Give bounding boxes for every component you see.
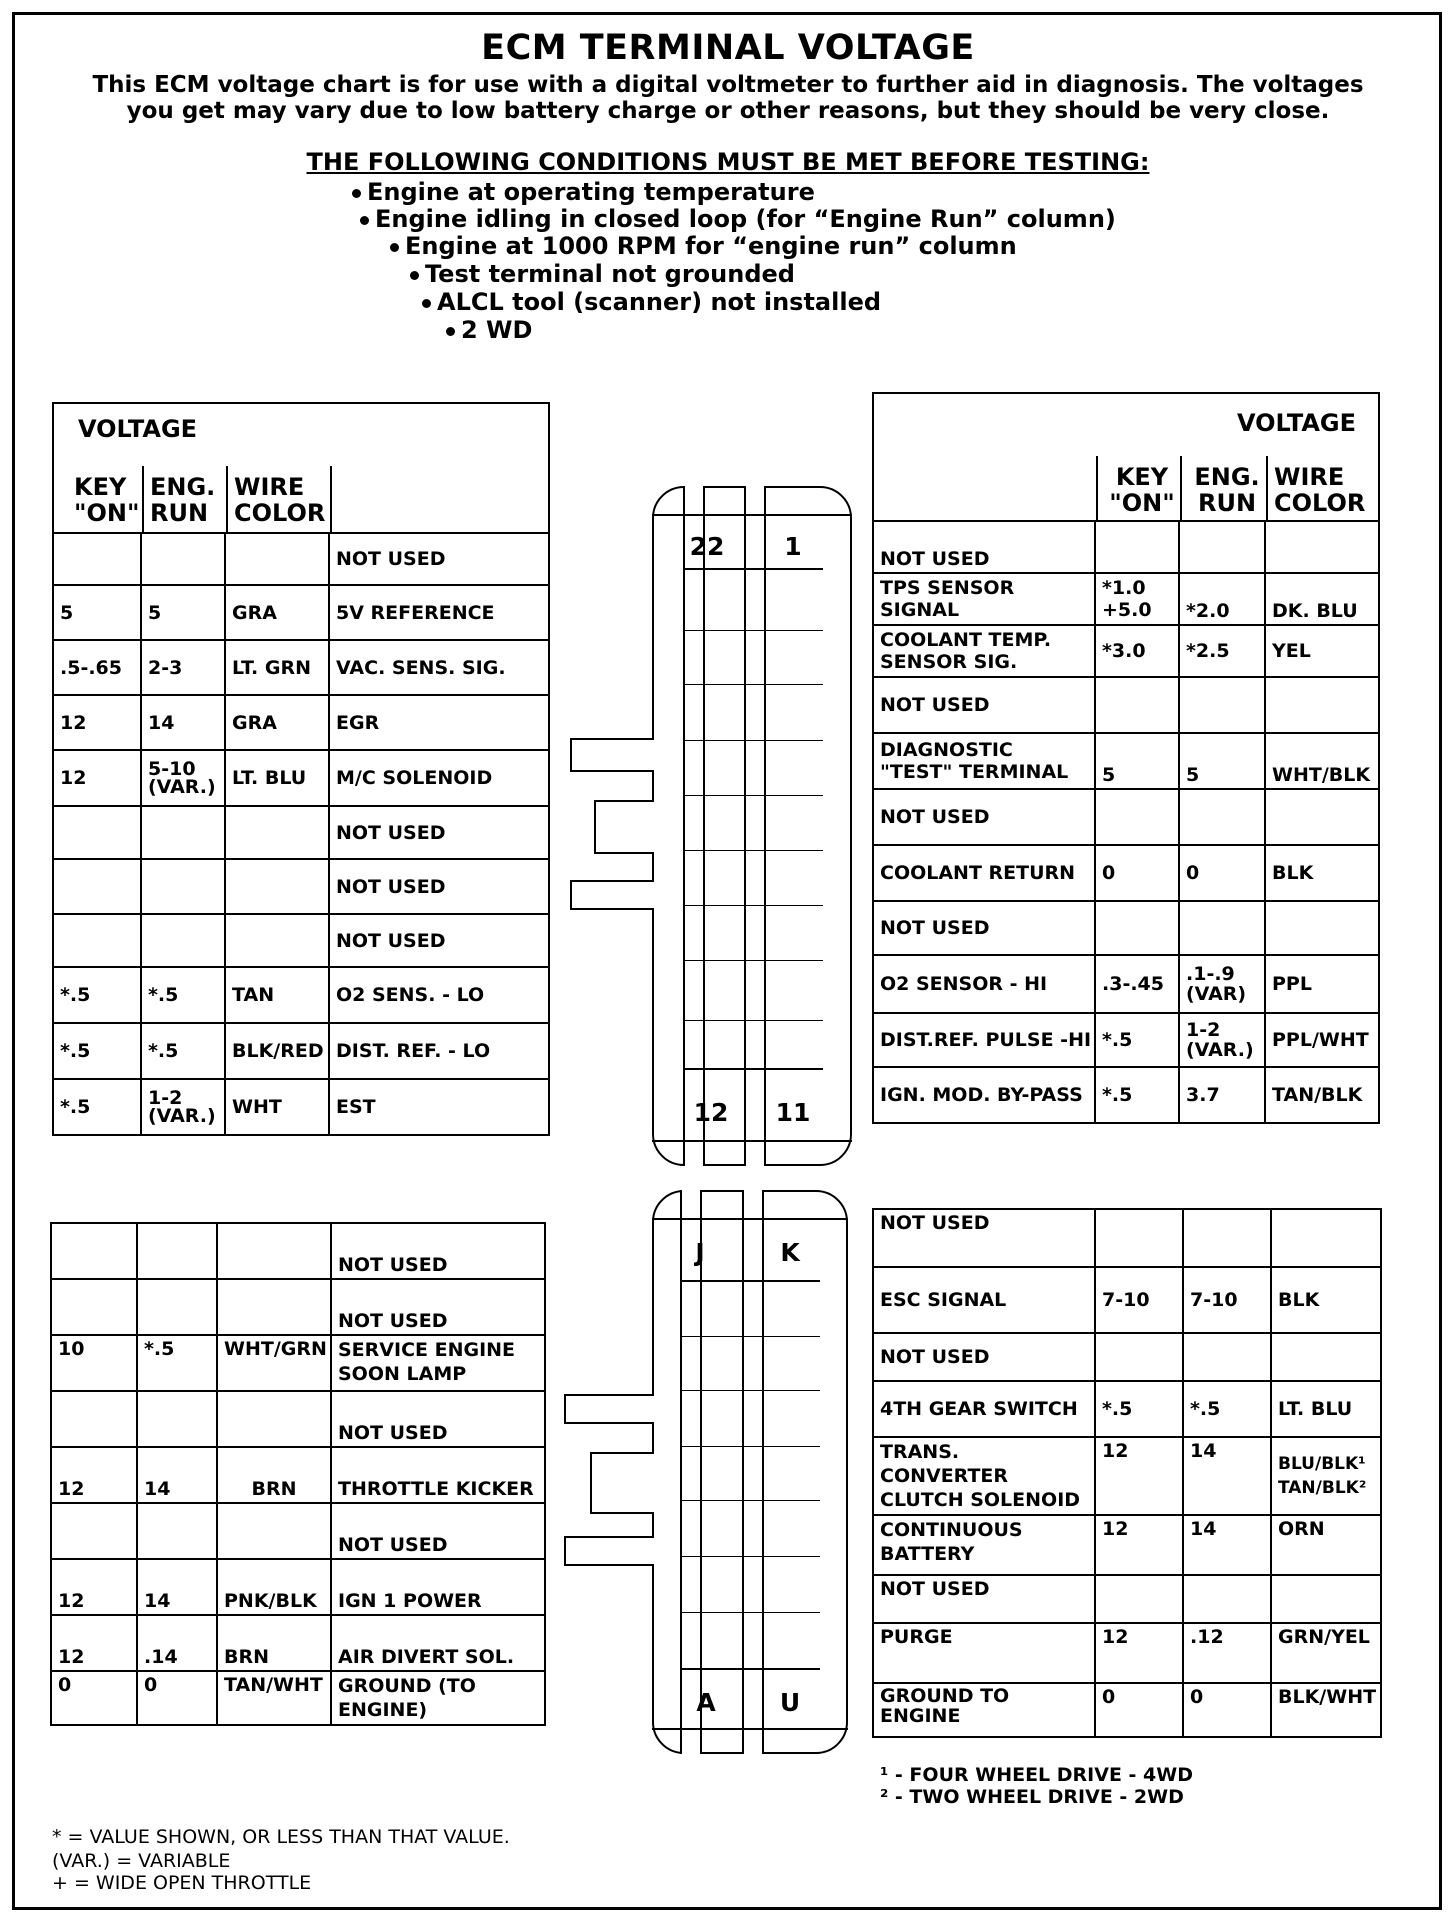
- table-row: [873, 1067, 1379, 1123]
- table-cell: 1-2 (VAR.): [141, 1079, 225, 1135]
- table-cell: *2.5: [1179, 625, 1265, 677]
- table-cell: [53, 806, 141, 859]
- table-cell: GRN/YEL: [1271, 1623, 1381, 1683]
- table-cell: [873, 393, 1379, 521]
- table-cell: 14: [137, 1447, 217, 1503]
- page-title: ECM TERMINAL VOLTAGE: [481, 28, 975, 68]
- table-cell: NOT USED: [873, 677, 1095, 733]
- table-cell: M/C SOLENOID: [329, 750, 549, 806]
- col-eng-run: ENG. RUN: [150, 473, 216, 527]
- table-cell: WHT/BLK: [1265, 733, 1379, 789]
- table-cell: 2-3: [141, 640, 225, 695]
- table-cell: [217, 1503, 331, 1559]
- table-cell: 12: [53, 695, 141, 750]
- connector-key-tab: [570, 880, 654, 910]
- table-row: [53, 967, 549, 1023]
- table-cell: [225, 859, 329, 914]
- connector-key-tab: [564, 1536, 654, 1566]
- table-cell: [141, 859, 225, 914]
- table-cell: 7-10: [1183, 1267, 1271, 1333]
- table-cell: O2 SENSOR - HI: [873, 955, 1095, 1013]
- table-cell: 0: [51, 1671, 137, 1725]
- drive-note-2wd: ² - TWO WHEEL DRIVE - 2WD: [880, 1786, 1184, 1808]
- col-wire-color: WIRE COLOR: [1274, 463, 1366, 517]
- table-cell: [1265, 901, 1379, 955]
- table-cell: [1095, 677, 1179, 733]
- table-cell: [141, 914, 225, 967]
- table-row: [873, 901, 1379, 955]
- table-cell: .5-.65: [53, 640, 141, 695]
- table-row: [51, 1223, 545, 1279]
- table-cell: NOT USED: [873, 901, 1095, 955]
- voltage-label: VOLTAGE: [78, 415, 198, 443]
- table-cell: BLK: [1271, 1267, 1381, 1333]
- table-cell: DIST. REF. - LO: [329, 1023, 549, 1079]
- table-cell: BLK/RED: [225, 1023, 329, 1079]
- table-cell: 3.7: [1179, 1067, 1265, 1123]
- table-cell: NOT USED: [329, 533, 549, 585]
- table-row: [51, 1615, 545, 1671]
- table-cell: CONTINUOUS BATTERY: [873, 1515, 1095, 1575]
- table-cell: NOT USED: [873, 1209, 1095, 1267]
- table-row: [53, 859, 549, 914]
- table-cell: .1-.9 (VAR): [1179, 955, 1265, 1013]
- table-cell: NOT USED: [331, 1391, 545, 1447]
- table-cell: NOT USED: [873, 1575, 1095, 1623]
- table-cell: *3.0: [1095, 625, 1179, 677]
- table-cell: LT. GRN: [225, 640, 329, 695]
- voltage-label: VOLTAGE: [1236, 409, 1356, 437]
- table-cell: 12: [1095, 1437, 1183, 1515]
- table-row: [873, 1437, 1381, 1515]
- table-cell: *.5: [141, 967, 225, 1023]
- table-cell: [1265, 677, 1379, 733]
- pin-label: K: [780, 1238, 800, 1267]
- table-cell: NOT USED: [329, 806, 549, 859]
- condition-item: ALCL tool (scanner) not installed: [422, 288, 881, 316]
- bullet-icon: [390, 243, 399, 252]
- table-cell: [1265, 521, 1379, 573]
- table-cell: 1-2 (VAR.): [1179, 1013, 1265, 1067]
- table-row: [873, 733, 1379, 789]
- table-cell: *2.0: [1179, 573, 1265, 625]
- table-cell: BLU/BLK¹ TAN/BLK²: [1271, 1437, 1381, 1515]
- table-cell: [1179, 521, 1265, 573]
- table-row: [873, 1623, 1381, 1683]
- table-cell: [1265, 789, 1379, 845]
- table-cell: *.5: [137, 1335, 217, 1391]
- pin-label: A: [696, 1688, 716, 1717]
- connector-key-tab: [594, 800, 654, 854]
- table-cell: [225, 533, 329, 585]
- table-cell: [1095, 1209, 1183, 1267]
- table-cell: BRN: [217, 1447, 331, 1503]
- table-cell: [51, 1223, 137, 1279]
- table-row: [53, 695, 549, 750]
- table-row: [53, 533, 549, 585]
- table-cell: .3-.45: [1095, 955, 1179, 1013]
- table-cell: [141, 533, 225, 585]
- table-cell: NOT USED: [329, 859, 549, 914]
- connector-key-tab: [564, 1394, 654, 1424]
- table-cell: *.5: [1095, 1067, 1179, 1123]
- right-bottom-table: [872, 1208, 1382, 1738]
- table-row: [51, 1559, 545, 1615]
- table-cell: NOT USED: [331, 1279, 545, 1335]
- table-cell: [1095, 1333, 1183, 1381]
- table-cell: *.5: [141, 1023, 225, 1079]
- table-cell: TAN: [225, 967, 329, 1023]
- table-cell: THROTTLE KICKER: [331, 1447, 545, 1503]
- table-cell: [1179, 901, 1265, 955]
- table-cell: 0: [1179, 845, 1265, 901]
- table-cell: 5: [1179, 733, 1265, 789]
- table-cell: [1183, 1575, 1271, 1623]
- table-cell: DK. BLU: [1265, 573, 1379, 625]
- table-row: [873, 1515, 1381, 1575]
- table-cell: 5V REFERENCE: [329, 585, 549, 640]
- table-cell: 7-10: [1095, 1267, 1183, 1333]
- table-cell: 14: [141, 695, 225, 750]
- right-top-table: [872, 392, 1380, 1124]
- table-cell: 12: [51, 1559, 137, 1615]
- bullet-icon: [422, 299, 431, 308]
- table-cell: [217, 1279, 331, 1335]
- table-cell: WHT: [225, 1079, 329, 1135]
- table-cell: NOT USED: [329, 914, 549, 967]
- left-top-table: [52, 402, 550, 1136]
- table-cell: YEL: [1265, 625, 1379, 677]
- legend-var: (VAR.) = VARIABLE: [52, 1850, 231, 1872]
- table-cell: 4TH GEAR SWITCH: [873, 1381, 1095, 1437]
- table-cell: GROUND (TO ENGINE): [331, 1671, 545, 1725]
- table-cell: .12: [1183, 1623, 1271, 1683]
- conditions-heading: THE FOLLOWING CONDITIONS MUST BE MET BEFORE TESTING:: [306, 148, 1150, 176]
- table-cell: PNK/BLK: [217, 1559, 331, 1615]
- pin-label: 12: [693, 1098, 729, 1127]
- table-row: [51, 1503, 545, 1559]
- table-cell: [1183, 1333, 1271, 1381]
- table-row: [53, 640, 549, 695]
- bullet-icon: [446, 327, 455, 336]
- table-cell: TPS SENSOR SIGNAL: [873, 573, 1095, 625]
- table-row: [51, 1335, 545, 1391]
- table-cell: IGN. MOD. BY-PASS: [873, 1067, 1095, 1123]
- table-cell: SERVICE ENGINE SOON LAMP: [331, 1335, 545, 1391]
- table-cell: *.5: [1095, 1013, 1179, 1067]
- table-cell: *.5: [53, 1023, 141, 1079]
- table-cell: 14: [137, 1559, 217, 1615]
- condition-item: 2 WD: [446, 316, 532, 344]
- table-cell: NOT USED: [331, 1503, 545, 1559]
- table-row: [53, 914, 549, 967]
- table-row: [873, 625, 1379, 677]
- table-cell: PURGE: [873, 1623, 1095, 1683]
- table-cell: [217, 1391, 331, 1447]
- table-row: [51, 1671, 545, 1725]
- table-cell: WHT/GRN: [217, 1335, 331, 1391]
- table-cell: [137, 1391, 217, 1447]
- condition-item: Engine idling in closed loop (for “Engine Run” column): [360, 205, 1116, 233]
- table-cell: 14: [1183, 1437, 1271, 1515]
- table-cell: VAC. SENS. SIG.: [329, 640, 549, 695]
- table-row: [51, 1391, 545, 1447]
- table-cell: COOLANT TEMP. SENSOR SIG.: [873, 625, 1095, 677]
- table-cell: DIST.REF. PULSE -HI: [873, 1013, 1095, 1067]
- table-cell: BLK: [1265, 845, 1379, 901]
- bullet-icon: [410, 271, 419, 280]
- drive-note-4wd: ¹ - FOUR WHEEL DRIVE - 4WD: [880, 1764, 1193, 1786]
- table-cell: GRA: [225, 695, 329, 750]
- table-row: [873, 1683, 1381, 1737]
- table-row: [873, 845, 1379, 901]
- col-key-on: KEY "ON": [74, 473, 140, 527]
- table-cell: 5: [141, 585, 225, 640]
- condition-item: Engine at 1000 RPM for “engine run” column: [390, 232, 1017, 260]
- table-cell: [1179, 677, 1265, 733]
- table-cell: 0: [137, 1671, 217, 1725]
- table-cell: GROUND TO ENGINE: [873, 1683, 1095, 1737]
- table-cell: [51, 1279, 137, 1335]
- table-row: [53, 1079, 549, 1135]
- table-cell: [1179, 789, 1265, 845]
- table-cell: 5-10 (VAR.): [141, 750, 225, 806]
- table-cell: [225, 914, 329, 967]
- bullet-icon: [352, 189, 361, 198]
- pin-label: 1: [784, 532, 802, 561]
- table-row: [873, 1209, 1381, 1267]
- table-cell: IGN 1 POWER: [331, 1559, 545, 1615]
- legend-asterisk: * = VALUE SHOWN, OR LESS THAN THAT VALUE.: [52, 1826, 510, 1848]
- table-row: [873, 1381, 1381, 1437]
- table-cell: [53, 533, 141, 585]
- table-cell: [225, 806, 329, 859]
- table-row: [873, 1013, 1379, 1067]
- table-cell: [53, 914, 141, 967]
- table-header-row: [53, 403, 549, 533]
- table-cell: NOT USED: [331, 1223, 545, 1279]
- table-cell: NOT USED: [873, 1333, 1095, 1381]
- table-cell: 10: [51, 1335, 137, 1391]
- table-cell: 0: [1095, 1683, 1183, 1737]
- table-cell: NOT USED: [873, 789, 1095, 845]
- table-cell: 5: [1095, 733, 1179, 789]
- table-cell: PPL: [1265, 955, 1379, 1013]
- col-wire-color: WIRE COLOR: [234, 473, 326, 527]
- table-cell: *.5: [1095, 1381, 1183, 1437]
- table-cell: [1095, 521, 1179, 573]
- table-cell: [51, 1391, 137, 1447]
- pin-label: 11: [775, 1098, 811, 1127]
- table-cell: *.5: [53, 1079, 141, 1135]
- table-cell: *.5: [1183, 1381, 1271, 1437]
- table-cell: ESC SIGNAL: [873, 1267, 1095, 1333]
- table-cell: [53, 403, 549, 533]
- table-cell: [51, 1503, 137, 1559]
- table-cell: TRANS. CONVERTER CLUTCH SOLENOID: [873, 1437, 1095, 1515]
- intro-line-2: you get may vary due to low battery charge or other reasons, but they should be very close.: [126, 98, 1330, 124]
- table-cell: COOLANT RETURN: [873, 845, 1095, 901]
- bullet-icon: [360, 216, 369, 225]
- table-cell: [1271, 1575, 1381, 1623]
- table-cell: TAN/WHT: [217, 1671, 331, 1725]
- table-row: [53, 806, 549, 859]
- table-row: [51, 1447, 545, 1503]
- col-eng-run: ENG. RUN: [1194, 463, 1260, 517]
- table-cell: [1271, 1333, 1381, 1381]
- table-cell: *1.0 +5.0: [1095, 573, 1179, 625]
- table-cell: LT. BLU: [1271, 1381, 1381, 1437]
- table-cell: O2 SENS. - LO: [329, 967, 549, 1023]
- table-cell: EGR: [329, 695, 549, 750]
- table-row: [53, 585, 549, 640]
- table-cell: 5: [53, 585, 141, 640]
- table-row: [873, 789, 1379, 845]
- legend-plus: + = WIDE OPEN THROTTLE: [52, 1872, 312, 1894]
- table-row: [873, 573, 1379, 625]
- table-cell: [1271, 1209, 1381, 1267]
- table-cell: *.5: [53, 967, 141, 1023]
- condition-item: Engine at operating temperature: [352, 178, 815, 206]
- table-cell: EST: [329, 1079, 549, 1135]
- table-cell: BRN: [217, 1615, 331, 1671]
- table-cell: [1095, 789, 1179, 845]
- table-row: [873, 1333, 1381, 1381]
- pin-label: 22: [689, 532, 725, 561]
- table-cell: DIAGNOSTIC "TEST" TERMINAL: [873, 733, 1095, 789]
- table-row: [873, 955, 1379, 1013]
- table-cell: 12: [51, 1615, 137, 1671]
- table-cell: [53, 859, 141, 914]
- table-cell: 12: [51, 1447, 137, 1503]
- connector-key-tab: [570, 738, 654, 772]
- table-cell: 14: [1183, 1515, 1271, 1575]
- table-cell: GRA: [225, 585, 329, 640]
- table-cell: .14: [137, 1615, 217, 1671]
- condition-item: Test terminal not grounded: [410, 260, 795, 288]
- table-cell: 12: [1095, 1623, 1183, 1683]
- table-row: [873, 677, 1379, 733]
- table-cell: 12: [1095, 1515, 1183, 1575]
- table-cell: AIR DIVERT SOL.: [331, 1615, 545, 1671]
- table-row: [51, 1279, 545, 1335]
- intro-line-1: This ECM voltage chart is for use with a digital voltmeter to further aid in diagnosis. The voltages: [92, 72, 1364, 98]
- table-row: [53, 750, 549, 806]
- pin-label: U: [779, 1688, 801, 1717]
- table-cell: TAN/BLK: [1265, 1067, 1379, 1123]
- table-header-row: [873, 393, 1379, 521]
- table-row: [53, 1023, 549, 1079]
- left-bottom-table: [50, 1222, 546, 1726]
- table-cell: [1095, 901, 1179, 955]
- table-cell: NOT USED: [873, 521, 1095, 573]
- table-cell: [137, 1279, 217, 1335]
- col-key-on: KEY "ON": [1109, 463, 1175, 517]
- connector-key-tab: [590, 1452, 654, 1514]
- table-cell: [1095, 1575, 1183, 1623]
- table-cell: 12: [53, 750, 141, 806]
- table-cell: 0: [1183, 1683, 1271, 1737]
- table-cell: [137, 1223, 217, 1279]
- table-cell: LT. BLU: [225, 750, 329, 806]
- table-row: [873, 1267, 1381, 1333]
- table-cell: BLK/WHT: [1271, 1683, 1381, 1737]
- table-cell: [141, 806, 225, 859]
- table-cell: [1183, 1209, 1271, 1267]
- table-cell: PPL/WHT: [1265, 1013, 1379, 1067]
- table-cell: [217, 1223, 331, 1279]
- table-cell: [137, 1503, 217, 1559]
- table-row: [873, 1575, 1381, 1623]
- table-cell: 0: [1095, 845, 1179, 901]
- table-row: [873, 521, 1379, 573]
- pin-label: J: [695, 1238, 705, 1267]
- table-cell: ORN: [1271, 1515, 1381, 1575]
